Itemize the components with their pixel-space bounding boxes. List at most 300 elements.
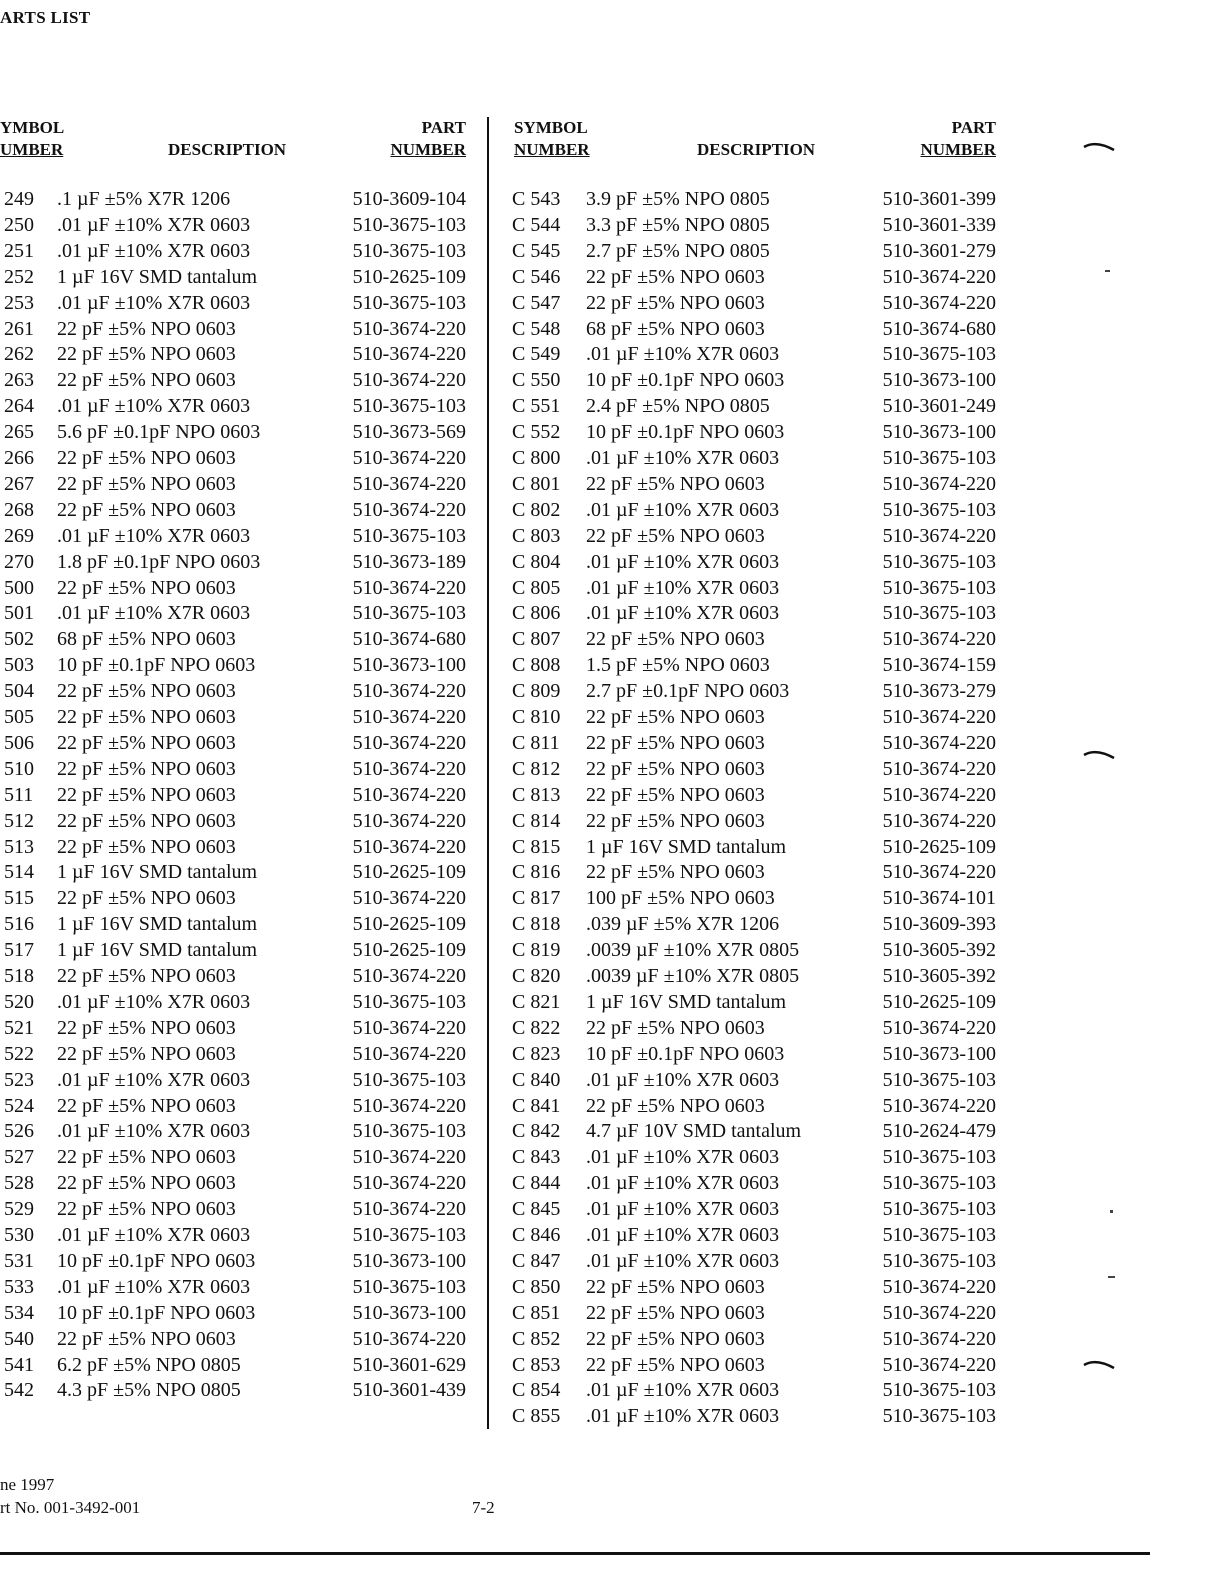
row-description: .01 µF ±10% X7R 0603	[57, 1224, 251, 1246]
table-row	[0, 1403, 1100, 1429]
row-description: .01 µF ±10% X7R 0603	[586, 1224, 780, 1246]
table-row	[0, 290, 1100, 316]
row-part: 510-3601-629	[352, 1353, 466, 1376]
row-part: 510-3609-393	[882, 913, 996, 936]
row-part: 510-3675-103	[882, 1224, 996, 1246]
row-symbol: 520	[4, 990, 34, 1013]
row-symbol: 511	[4, 783, 34, 806]
row-part: 510-3605-392	[882, 939, 996, 962]
table-row	[0, 1248, 1100, 1274]
footer-part-no: rt No. 001-3492-001	[0, 1498, 141, 1517]
row-part: 510-3674-220	[352, 576, 466, 599]
table-row	[0, 393, 1100, 419]
table-row	[0, 963, 1100, 989]
row-description: 22 pF ±5% NPO 0603	[586, 291, 765, 314]
row-part: 510-3675-103	[882, 1249, 996, 1272]
row-description: .01 µF ±10% X7R 0603	[586, 550, 780, 573]
row-symbol: 506	[4, 731, 34, 754]
left-symbol-header-top: YMBOL	[0, 118, 65, 137]
table-row	[0, 1118, 1100, 1144]
row-symbol: C 855	[512, 1405, 561, 1428]
table-row	[0, 626, 1100, 652]
row-symbol: C 823	[512, 1042, 561, 1065]
row-part: 510-3674-220	[882, 861, 996, 884]
row-symbol: C 548	[512, 317, 561, 340]
row-part: 510-3673-569	[352, 421, 466, 444]
row-symbol: C 821	[512, 990, 561, 1013]
row-symbol: 518	[4, 965, 34, 987]
row-symbol: 262	[4, 343, 34, 366]
row-description: 22 pF ±5% NPO 0603	[57, 447, 236, 469]
row-symbol: C 551	[512, 395, 561, 418]
row-part: 510-3674-220	[882, 628, 996, 651]
row-description: 22 pF ±5% NPO 0603	[57, 1327, 236, 1350]
row-symbol: 530	[4, 1224, 34, 1246]
row-part: 510-3674-220	[882, 1301, 996, 1324]
row-part: 510-3675-103	[352, 602, 466, 625]
row-description: .1 µF ±5% X7R 1206	[57, 188, 231, 210]
row-description: 10 pF ±0.1pF NPO 0603	[57, 1301, 256, 1324]
table-row	[0, 600, 1100, 626]
row-symbol: 521	[4, 1016, 34, 1039]
row-description: .01 µF ±10% X7R 0603	[586, 1146, 780, 1169]
row-description: .01 µF ±10% X7R 0603	[57, 1120, 251, 1143]
table-row	[0, 911, 1100, 937]
row-part: 510-2624-479	[882, 1120, 996, 1143]
row-symbol: C 812	[512, 757, 561, 780]
row-part: 510-3675-103	[352, 213, 466, 236]
right-symbol-header	[514, 117, 590, 161]
row-part: 510-3675-103	[882, 1068, 996, 1091]
row-description: 22 pF ±5% NPO 0603	[586, 809, 765, 832]
row-description: 22 pF ±5% NPO 0603	[57, 706, 236, 728]
row-part: 510-3674-220	[352, 447, 466, 469]
row-description: .01 µF ±10% X7R 0603	[586, 447, 780, 469]
row-symbol: C 850	[512, 1275, 561, 1298]
row-symbol: C 846	[512, 1224, 561, 1246]
row-description: .01 µF ±10% X7R 0603	[586, 1172, 780, 1195]
row-description: .01 µF ±10% X7R 0603	[57, 1068, 251, 1091]
row-part: 510-3675-103	[882, 1198, 996, 1221]
row-part: 510-3674-220	[352, 809, 466, 832]
row-description: .01 µF ±10% X7R 0603	[586, 343, 780, 366]
row-description: 22 pF ±5% NPO 0603	[57, 1146, 236, 1169]
row-description: 22 pF ±5% NPO 0603	[57, 1198, 236, 1221]
row-part: 510-3675-103	[352, 395, 466, 418]
left-description-header: DESCRIPTION	[168, 140, 287, 159]
row-symbol: C 844	[512, 1172, 561, 1195]
row-description: 22 pF ±5% NPO 0603	[586, 1301, 765, 1324]
table-row	[0, 238, 1100, 264]
row-part: 510-3674-220	[882, 809, 996, 832]
left-part-header-bottom: NUMBER	[390, 140, 466, 159]
scan-dot	[1108, 1276, 1115, 1278]
row-symbol: C 544	[512, 213, 561, 236]
row-symbol: C 843	[512, 1146, 561, 1169]
row-symbol: 515	[4, 887, 34, 910]
row-part: 510-3674-220	[352, 965, 466, 987]
row-description: .01 µF ±10% X7R 0603	[586, 576, 780, 599]
row-symbol: C 810	[512, 706, 561, 728]
right-symbol-header-bottom: NUMBER	[514, 140, 590, 159]
row-part: 510-3674-220	[352, 1146, 466, 1169]
row-symbol: C 853	[512, 1353, 561, 1376]
row-part: 510-3674-220	[352, 835, 466, 858]
row-symbol: C 815	[512, 835, 561, 858]
row-symbol: C 842	[512, 1120, 561, 1143]
table-row	[0, 1196, 1100, 1222]
row-description: .01 µF ±10% X7R 0603	[586, 1405, 780, 1428]
row-description: 1.5 pF ±5% NPO 0603	[586, 654, 770, 677]
right-part-header-bottom: NUMBER	[920, 140, 996, 159]
row-description: .01 µF ±10% X7R 0603	[57, 602, 251, 625]
row-description: .01 µF ±10% X7R 0603	[57, 291, 251, 314]
row-symbol: C 545	[512, 239, 561, 262]
row-part: 510-3674-220	[882, 472, 996, 495]
row-part: 510-3674-220	[352, 498, 466, 521]
row-symbol: 501	[4, 602, 34, 625]
row-description: 22 pF ±5% NPO 0603	[586, 524, 765, 547]
page-title: ARTS LIST	[0, 8, 91, 27]
row-description: 22 pF ±5% NPO 0603	[57, 783, 236, 806]
row-symbol: 526	[4, 1120, 34, 1143]
row-symbol: C 817	[512, 887, 561, 910]
row-description: .01 µF ±10% X7R 0603	[57, 213, 251, 236]
row-part: 510-3674-220	[352, 1094, 466, 1117]
row-description: .0039 µF ±10% X7R 0805	[586, 939, 800, 962]
row-symbol: C 811	[512, 731, 560, 754]
row-description: 22 pF ±5% NPO 0603	[586, 1016, 765, 1039]
row-description: 22 pF ±5% NPO 0603	[57, 498, 236, 521]
row-symbol: C 822	[512, 1016, 561, 1039]
table-row	[0, 678, 1100, 704]
row-part: 510-3601-439	[352, 1379, 466, 1402]
row-symbol: 524	[4, 1094, 34, 1117]
table-row	[0, 937, 1100, 963]
row-part: 510-3675-103	[882, 550, 996, 573]
row-part: 510-2625-109	[352, 913, 466, 936]
table-row	[0, 1093, 1100, 1119]
row-symbol: C 854	[512, 1379, 561, 1402]
row-part: 510-3605-392	[882, 965, 996, 987]
row-symbol: C 819	[512, 939, 561, 962]
row-part: 510-3674-220	[352, 317, 466, 340]
row-description: 2.7 pF ±0.1pF NPO 0603	[586, 680, 790, 703]
table-row	[0, 1274, 1100, 1300]
row-symbol: 261	[4, 317, 34, 340]
row-symbol: 522	[4, 1042, 34, 1065]
row-part: 510-3674-220	[882, 1353, 996, 1376]
row-symbol: 270	[4, 550, 34, 573]
row-symbol: C 851	[512, 1301, 561, 1324]
table-row	[0, 1170, 1100, 1196]
row-description: 68 pF ±5% NPO 0603	[586, 317, 765, 340]
bottom-rule	[0, 1552, 1150, 1555]
scan-mark	[1082, 746, 1116, 760]
row-symbol: C 801	[512, 472, 561, 495]
table-row	[0, 859, 1100, 885]
row-part: 510-3674-220	[352, 1172, 466, 1195]
row-part: 510-2625-109	[882, 990, 996, 1013]
row-part: 510-3674-220	[352, 783, 466, 806]
row-description: 22 pF ±5% NPO 0603	[57, 835, 236, 858]
row-symbol: 542	[4, 1379, 34, 1402]
right-part-header	[890, 117, 996, 161]
row-description: 22 pF ±5% NPO 0603	[57, 965, 236, 987]
table-row	[0, 1352, 1100, 1378]
table-row	[0, 834, 1100, 860]
scan-mark	[1082, 138, 1116, 152]
row-symbol: 510	[4, 757, 34, 780]
row-description: .01 µF ±10% X7R 0603	[586, 1068, 780, 1091]
table-row	[0, 1300, 1100, 1326]
row-symbol: 267	[4, 472, 34, 495]
table-row	[0, 471, 1100, 497]
row-symbol: 504	[4, 680, 34, 703]
row-description: 22 pF ±5% NPO 0603	[57, 1042, 236, 1065]
row-part: 510-3601-339	[882, 213, 996, 236]
row-symbol: 265	[4, 421, 34, 444]
row-part: 510-3675-103	[882, 343, 996, 366]
row-part: 510-3674-220	[352, 1327, 466, 1350]
right-symbol-header-top: SYMBOL	[514, 118, 588, 137]
row-part: 510-3674-680	[882, 317, 996, 340]
row-symbol: C 813	[512, 783, 561, 806]
row-description: 22 pF ±5% NPO 0603	[57, 731, 236, 754]
row-part: 510-3675-103	[882, 1172, 996, 1195]
row-description: 22 pF ±5% NPO 0603	[586, 861, 765, 884]
table-row	[0, 1144, 1100, 1170]
row-symbol: 514	[4, 861, 34, 884]
row-description: 2.7 pF ±5% NPO 0805	[586, 239, 770, 262]
table-row	[0, 549, 1100, 575]
row-description: 22 pF ±5% NPO 0603	[586, 265, 765, 288]
left-part-header-top: PART	[421, 118, 466, 137]
row-part: 510-3673-100	[352, 654, 466, 677]
row-symbol: 250	[4, 213, 34, 236]
row-part: 510-3609-104	[352, 188, 466, 210]
row-symbol: 512	[4, 809, 34, 832]
table-row	[0, 1015, 1100, 1041]
row-description: 1 µF 16V SMD tantalum	[57, 265, 258, 288]
row-symbol: C 816	[512, 861, 561, 884]
row-part: 510-3674-220	[882, 783, 996, 806]
row-part: 510-3675-103	[882, 1405, 996, 1428]
row-symbol: 527	[4, 1146, 34, 1169]
table-row	[0, 730, 1100, 756]
row-symbol: 263	[4, 369, 34, 392]
row-symbol: 500	[4, 576, 34, 599]
table-row	[0, 1067, 1100, 1093]
row-description: 10 pF ±0.1pF NPO 0603	[586, 1042, 785, 1065]
row-part: 510-3674-220	[352, 731, 466, 754]
row-part: 510-3674-220	[882, 1016, 996, 1039]
table-row	[0, 575, 1100, 601]
scan-dot	[1110, 1210, 1113, 1213]
row-part: 510-3674-220	[882, 1275, 996, 1298]
row-description: 1 µF 16V SMD tantalum	[586, 990, 787, 1013]
row-part: 510-3673-100	[882, 1042, 996, 1065]
row-part: 510-2625-109	[882, 835, 996, 858]
row-part: 510-3673-279	[882, 680, 996, 703]
scan-dot	[1105, 270, 1110, 272]
row-description: 4.7 µF 10V SMD tantalum	[586, 1120, 802, 1143]
table-row	[0, 367, 1100, 393]
row-description: 10 pF ±0.1pF NPO 0603	[57, 1249, 256, 1272]
row-description: 22 pF ±5% NPO 0603	[57, 887, 236, 910]
row-symbol: 266	[4, 447, 34, 469]
row-part: 510-3601-399	[882, 188, 996, 210]
table-row	[0, 989, 1100, 1015]
row-description: 22 pF ±5% NPO 0603	[57, 317, 236, 340]
row-description: .01 µF ±10% X7R 0603	[57, 395, 251, 418]
row-description: 22 pF ±5% NPO 0603	[57, 680, 236, 703]
row-description: .01 µF ±10% X7R 0603	[57, 524, 251, 547]
footer-page-number: 7-2	[472, 1498, 495, 1517]
row-part: 510-3674-220	[352, 1016, 466, 1039]
row-part: 510-3674-220	[352, 887, 466, 910]
row-symbol: 505	[4, 706, 34, 728]
row-description: .01 µF ±10% X7R 0603	[586, 498, 780, 521]
row-part: 510-3675-103	[352, 1275, 466, 1298]
row-part: 510-2625-109	[352, 861, 466, 884]
row-description: .01 µF ±10% X7R 0603	[586, 1379, 780, 1402]
row-symbol: 529	[4, 1198, 34, 1221]
row-part: 510-3674-680	[352, 628, 466, 651]
row-symbol: 541	[4, 1353, 34, 1376]
row-part: 510-3674-101	[882, 887, 996, 910]
row-description: 22 pF ±5% NPO 0603	[586, 783, 765, 806]
row-part: 510-3674-220	[882, 731, 996, 754]
row-description: 22 pF ±5% NPO 0603	[57, 809, 236, 832]
row-symbol: C 847	[512, 1249, 561, 1272]
row-part: 510-2625-109	[352, 265, 466, 288]
row-part: 510-3675-103	[352, 1120, 466, 1143]
scan-mark	[1082, 1356, 1116, 1370]
row-description: 22 pF ±5% NPO 0603	[57, 472, 236, 495]
table-row	[0, 1326, 1100, 1352]
row-part: 510-3674-220	[352, 757, 466, 780]
row-part: 510-3675-103	[882, 602, 996, 625]
row-symbol: C 807	[512, 628, 561, 651]
row-description: 10 pF ±0.1pF NPO 0603	[586, 421, 785, 444]
row-part: 510-3675-103	[882, 447, 996, 469]
row-symbol: C 820	[512, 965, 561, 987]
row-description: 4.3 pF ±5% NPO 0805	[57, 1379, 241, 1402]
table-row	[0, 212, 1100, 238]
row-symbol: C 814	[512, 809, 561, 832]
row-part: 510-3675-103	[882, 498, 996, 521]
row-part: 510-3674-220	[352, 680, 466, 703]
row-symbol: C 845	[512, 1198, 561, 1221]
row-symbol: 528	[4, 1172, 34, 1195]
row-description: 22 pF ±5% NPO 0603	[57, 576, 236, 599]
table-row	[0, 704, 1100, 730]
table-row	[0, 1377, 1100, 1403]
row-part: 510-2625-109	[352, 939, 466, 962]
row-symbol: C 802	[512, 498, 561, 521]
row-symbol: C 550	[512, 369, 561, 392]
left-symbol-header	[0, 117, 64, 161]
row-description: 22 pF ±5% NPO 0603	[586, 628, 765, 651]
row-part: 510-3674-159	[882, 654, 996, 677]
row-description: .039 µF ±5% X7R 1206	[586, 913, 780, 936]
row-symbol: C 800	[512, 447, 561, 469]
row-symbol: 517	[4, 939, 34, 962]
table-row	[0, 316, 1100, 342]
row-description: .0039 µF ±10% X7R 0805	[586, 965, 800, 987]
table-row	[0, 782, 1100, 808]
left-part-header	[360, 117, 466, 161]
row-symbol: C 547	[512, 291, 561, 314]
right-description-header: DESCRIPTION	[697, 140, 816, 159]
row-description: .01 µF ±10% X7R 0603	[57, 239, 251, 262]
row-part: 510-3674-220	[882, 265, 996, 288]
table-row	[0, 445, 1100, 471]
row-symbol: 249	[4, 188, 34, 210]
row-part: 510-3601-279	[882, 239, 996, 262]
row-part: 510-3675-103	[882, 576, 996, 599]
table-row	[0, 186, 1100, 212]
row-description: 1 µF 16V SMD tantalum	[57, 939, 258, 962]
row-symbol: C 840	[512, 1068, 561, 1091]
footer-date: ne 1997	[0, 1475, 55, 1494]
row-symbol: C 841	[512, 1094, 561, 1117]
row-part: 510-3674-220	[352, 706, 466, 728]
row-symbol: 531	[4, 1249, 34, 1272]
row-description: 22 pF ±5% NPO 0603	[57, 757, 236, 780]
row-description: 22 pF ±5% NPO 0603	[586, 1327, 765, 1350]
row-symbol: C 543	[512, 188, 561, 210]
row-symbol: 503	[4, 654, 34, 677]
row-part: 510-3675-103	[882, 1146, 996, 1169]
row-description: 22 pF ±5% NPO 0603	[586, 1353, 765, 1376]
row-symbol: C 546	[512, 265, 561, 288]
row-symbol: C 818	[512, 913, 561, 936]
row-part: 510-3675-103	[352, 239, 466, 262]
row-symbol: C 804	[512, 550, 561, 573]
row-part: 510-3675-103	[352, 524, 466, 547]
row-part: 510-3674-220	[352, 1042, 466, 1065]
row-symbol: C 852	[512, 1327, 561, 1350]
row-symbol: 251	[4, 239, 34, 262]
right-part-header-top: PART	[951, 118, 996, 137]
row-part: 510-3674-220	[352, 1198, 466, 1221]
row-part: 510-3674-220	[352, 472, 466, 495]
row-part: 510-3674-220	[352, 369, 466, 392]
row-description: .01 µF ±10% X7R 0603	[586, 602, 780, 625]
row-symbol: 269	[4, 524, 34, 547]
row-part: 510-3674-220	[882, 706, 996, 728]
table-row	[0, 1041, 1100, 1067]
row-symbol: 540	[4, 1327, 34, 1350]
row-part: 510-3601-249	[882, 395, 996, 418]
row-part: 510-3674-220	[882, 1327, 996, 1350]
row-symbol: 252	[4, 265, 34, 288]
row-part: 510-3675-103	[352, 1224, 466, 1246]
table-row	[0, 419, 1100, 445]
row-description: 1 µF 16V SMD tantalum	[57, 861, 258, 884]
row-symbol: 502	[4, 628, 34, 651]
row-description: 6.2 pF ±5% NPO 0805	[57, 1353, 241, 1376]
row-description: .01 µF ±10% X7R 0603	[586, 1249, 780, 1272]
table-row	[0, 497, 1100, 523]
row-description: 22 pF ±5% NPO 0603	[586, 1275, 765, 1298]
table-row	[0, 808, 1100, 834]
row-description: 3.9 pF ±5% NPO 0805	[586, 188, 770, 210]
row-part: 510-3673-100	[882, 369, 996, 392]
table-row	[0, 523, 1100, 549]
